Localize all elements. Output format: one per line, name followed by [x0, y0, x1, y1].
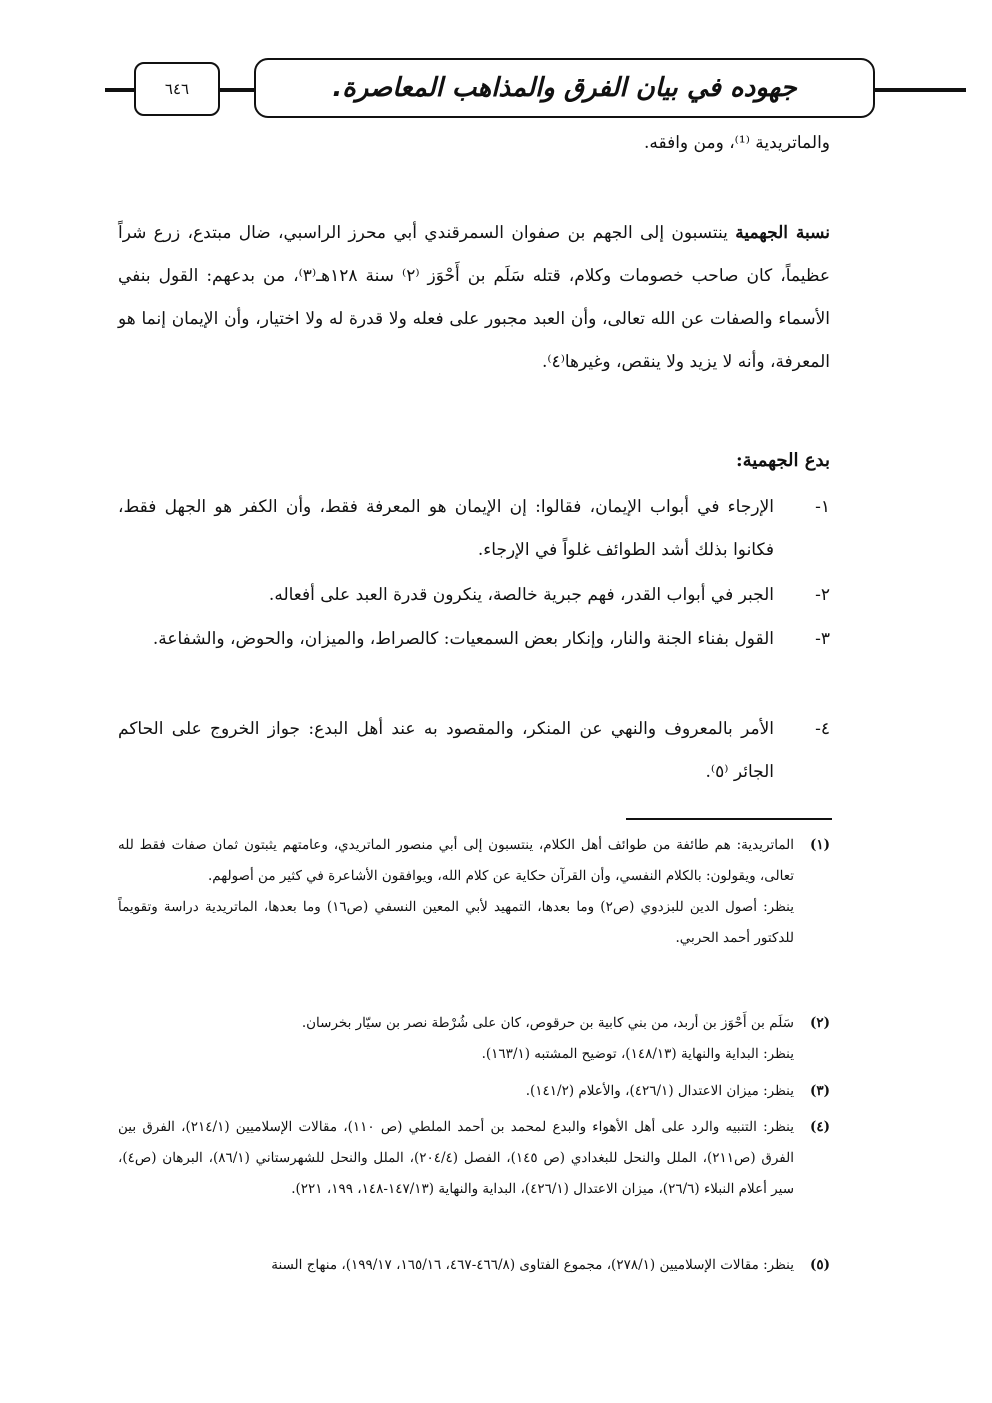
footnote-reference: ينظر: البداية والنهاية (١٤٨/١٣)، توضيح المشتبه (١٦٣/١). [481, 1046, 794, 1062]
page-number-text: ٦٤٦ [164, 80, 190, 98]
footnote-text: ينظر: التنبيه والرد على أهل الأهواء والبدع لمحمد بن أحمد الملطي (ص ١١٠)، مقالات الإسلاميين (٢١٤/١)، الفرق بين الفرق (ص٢١١)، الملل والنحل للبغدادي (ص ١٤٥)، الفصل (٢٠٤/٤)، الملل والنحل للشهرستاني (٨٦/١)، البرهان (ص٤)، سير أعلام النبلاء (٢٦/٦)، ميزان الاعتدال (٤٢٦/١)، البداية والنهاية (١٤٧/١٣-١٤٨، ١٩٩، ٢٢١). [118, 1119, 795, 1197]
footnote-reference: ينظر: أصول الدين للبزدوي (ص٢) وما بعدها، التمهيد لأبي المعين النسفي (ص١٦) وما بعدها، الماتريدية دراسة وتقويماً للدكتور أحمد الحربي. [118, 899, 795, 946]
list-item-text: الجبر في أبواب القدر، فهم جبرية خالصة، ينكرون قدرة العبد على أفعاله. [268, 585, 774, 605]
list-item [118, 618, 830, 661]
list-item-number: ٤- [815, 719, 830, 739]
footnote-number: (٣) [809, 1083, 830, 1099]
footnote-separator [626, 818, 832, 820]
footnote-text: الماتريدية: هم طائفة من طوائف أهل الكلام، ينتسبون إلى أبي منصور الماتريدي، وعامتهم يثبتون ثمان صفات فقط لله تعالى، ويقولون: بالكلام النفسي، وأن القرآن حكاية عن كلام الله، ويوافقون الأشاعرة في كثير من أصولهم. [118, 837, 794, 884]
footnote [118, 1008, 830, 1070]
list-item-number: ٢- [815, 585, 830, 605]
footnote [118, 830, 830, 954]
section-heading: بدع الجهمية: [736, 450, 830, 471]
footnote-text: ينظر: مقالات الإسلاميين (٢٧٨/١)، مجموع الفتاوى (٤٦٦/٨-٤٦٧، ١٦٥/١٦، ١٩٩/١٧)، منهاج السنة [271, 1257, 794, 1273]
list-item [118, 486, 830, 572]
list-item [118, 574, 830, 617]
intro-line [118, 122, 830, 165]
intro-line-text: والماتريدية ⁽¹⁾، ومن وافقه. [643, 133, 830, 153]
jahmiyya-text: ينتسبون إلى الجهم بن صفوان السمرقندي أبي محرز الراسبي، ضال مبتدع، زرع شراً عظيماً، كان صاحب خصومات وكلام، قتله سَلَم بن أَحْوَز ⁽٢⁾ سنة ١٢٨هـ⁽٣⁾، من بدعهم: القول بنفي الأسماء والصفات عن الله تعالى، وأن العبد مجبور على فعله ولا قدرة له ولا اختيار، وأن الإيمان إنما هو المعرفة، وأنه لا يزيد ولا ينقص، وغيرها⁽٤⁾. [118, 223, 830, 372]
footnote-text: سَلَم بن أَحْوَز بن أربد، من بني كابية بن حرقوص، كان على شُرْطة نصر بن سيّار بخرسان. [301, 1015, 794, 1031]
jahmiyya-paragraph [118, 212, 830, 384]
header-rule-right [871, 88, 966, 92]
footnote [118, 1250, 830, 1281]
footnote-number: (٤) [809, 1119, 830, 1135]
running-title-text: جهوده في بيان الفرق والمذاهب المعاصرة. [332, 73, 797, 103]
list-item-number: ١- [815, 497, 830, 517]
footnote-number: (٥) [809, 1257, 830, 1273]
running-title [254, 58, 875, 118]
footnote-number: (١) [809, 837, 830, 853]
page-number [134, 62, 220, 116]
header-rule-middle [216, 88, 256, 92]
list-item-text: الأمر بالمعروف والنهي عن المنكر، والمقصود به عند أهل البدع: جواز الخروج على الحاكم الجائر ⁽٥⁾. [118, 719, 774, 782]
footnote [118, 1112, 830, 1205]
list-item-text: القول بفناء الجنة والنار، وإنكار بعض السمعيات: كالصراط، والميزان، والحوض، والشفاعة. [152, 629, 774, 649]
jahmiyya-term: نسبة الجهمية [735, 223, 830, 243]
header-rule-left [105, 88, 136, 92]
list-item-text: الإرجاء في أبواب الإيمان، فقالوا: إن الإيمان هو المعرفة فقط، وأن الكفر هو الجهل فقط، فكانوا بذلك أشد الطوائف غلواً في الإرجاء. [118, 497, 774, 560]
footnote-number: (٢) [809, 1015, 830, 1031]
list-item [118, 708, 830, 794]
list-item-number: ٣- [815, 629, 830, 649]
footnote [118, 1076, 830, 1107]
footnote-text: ينظر: ميزان الاعتدال (٤٢٦/١)، والأعلام (١٤١/٢). [525, 1083, 794, 1099]
